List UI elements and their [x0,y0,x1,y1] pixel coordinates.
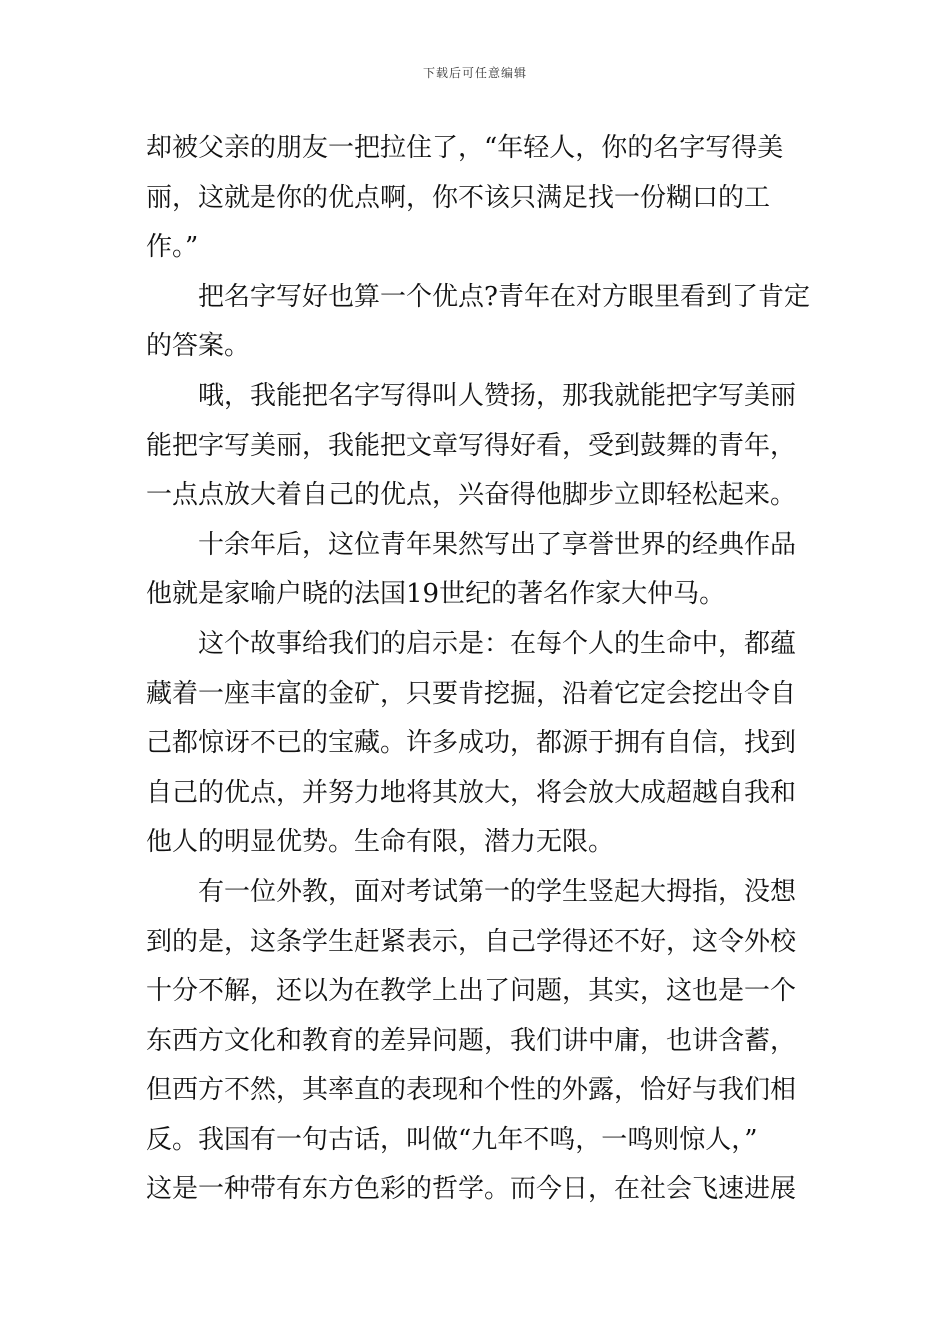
text-line: 的答案。 [146,331,251,362]
text-line: 一点点放大着自己的优点，兴奋得他脚步立即轻松起来。 [146,480,797,511]
text-line: 但西方不然，其率直的表现和个性的外露，恰好与我们相 [146,1075,797,1106]
text-line: 到的是，这条学生赶紧表示，自己学得还不好，这令外校 [146,926,797,957]
text-line: 十分不解，还以为在教学上出了问题，其实，这也是一个 [146,976,797,1007]
text-line: 这个故事给我们的启示是：在每个人的生命中，都蕴 [198,628,797,659]
text-line: 能把字写美丽，我能把文章写得好看，受到鼓舞的青年， [146,430,797,461]
text-line: 作。” [146,232,199,263]
text-line: 哦，我能把名字写得叫人赞扬，那我就能把字写美丽 [198,380,797,411]
text-line: 他就是家喻户晓的法国19世纪的著名作家大仲马。 [146,579,726,610]
text-line: 藏着一座丰富的金矿，只要肯挖掘，沿着它定会挖出令自 [146,678,797,709]
text-line: 这是一种带有东方色彩的哲学。而今日，在社会飞速进展 [146,1174,797,1205]
text-line: 己都惊讶不已的宝藏。许多成功，都源于拥有自信，找到 [146,728,797,759]
text-line: 把名字写好也算一个优点?青年在对方眼里看到了肯定 [198,281,810,312]
article-body [146,124,810,1215]
text-line: 自己的优点，并努力地将其放大，将会放大成超越自我和 [146,777,797,808]
text-line: 却被父亲的朋友一把拉住了，“年轻人，你的名字写得美 [146,133,784,163]
text-line: 有一位外教，面对考试第一的学生竖起大拇指，没想 [198,876,797,907]
text-line: 丽，这就是你的优点啊，你不该只满足找一份糊口的工 [146,182,771,213]
download-note: 下载后可任意编辑 [422,66,527,80]
text-line: 反。我国有一句古话，叫做“九年不鸣，一鸣则惊人，” [146,1124,758,1155]
text-line: 东西方文化和教育的差异问题，我们讲中庸，也讲含蓄， [146,1025,797,1056]
text-line: 他人的明显优势。生命有限，潜力无限。 [146,827,615,858]
text-line: 十余年后，这位青年果然写出了享誉世界的经典作品 [198,529,797,560]
